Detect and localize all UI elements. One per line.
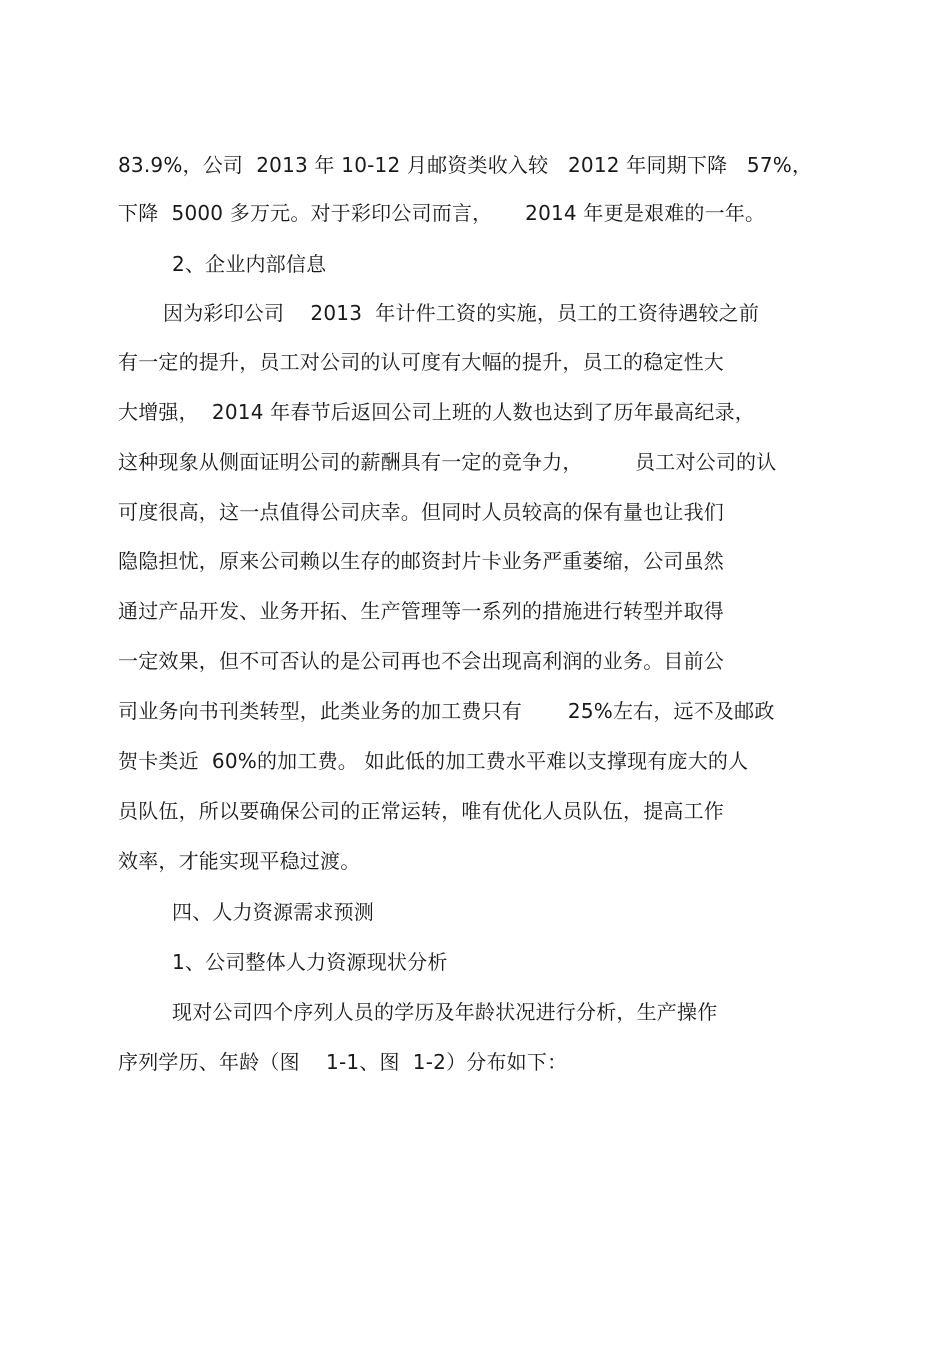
body-text-line: 员队伍，所以要确保公司的正常运转，唯有优化人员队伍，提高工作 (118, 799, 724, 823)
body-text-line: 下降 5000 多万元。对于彩印公司而言， 2014 年更是艰难的一年。 (118, 201, 766, 225)
body-text-line: 现对公司四个序列人员的学历及年龄状况进行分析，生产操作 (172, 1000, 718, 1024)
body-text-line: 一定效果，但不可否认的是公司再也不会出现高利润的业务。目前公 (118, 649, 724, 673)
section-heading: 四、人力资源需求预测 (172, 900, 374, 924)
body-text-line: 大增强， 2014 年春节后返回公司上班的人数也达到了历年最高纪录， (118, 400, 755, 424)
body-text-line: 效率，才能实现平稳过渡。 (118, 849, 361, 873)
body-text-line: 序列学历、年龄（图 1-1、图 1-2）分布如下： (118, 1050, 568, 1074)
body-text-line: 隐隐担忧，原来公司赖以生存的邮资封片卡业务严重萎缩，公司虽然 (118, 549, 724, 573)
body-text-line: 通过产品开发、业务开拓、生产管理等一系列的措施进行转型并取得 (118, 599, 724, 623)
body-text-line: 83.9%，公司 2013 年 10-12 月邮资类收入较 2012 年同期下降 57%， (118, 153, 813, 177)
body-text-line: 司业务向书刊类转型，此类业务的加工费只有 25%左右，远不及邮政 (118, 699, 775, 723)
subsection-heading: 1、公司整体人力资源现状分析 (172, 950, 448, 974)
body-text-line: 因为彩印公司 2013 年计件工资的实施，员工的工资待遇较之前 (163, 301, 760, 325)
body-text-line: 贺卡类近 60%的加工费。 如此低的加工费水平难以支撑现有庞大的人 (118, 749, 749, 773)
body-text-line: 有一定的提升，员工对公司的认可度有大幅的提升，员工的稳定性大 (118, 350, 724, 374)
section-heading: 2、企业内部信息 (172, 252, 327, 276)
body-text-line: 这种现象从侧面证明公司的薪酬具有一定的竞争力， 员工对公司的认 (118, 450, 777, 474)
body-text-line: 可度很高，这一点值得公司庆幸。但同时人员较高的保有量也让我们 (118, 500, 724, 524)
